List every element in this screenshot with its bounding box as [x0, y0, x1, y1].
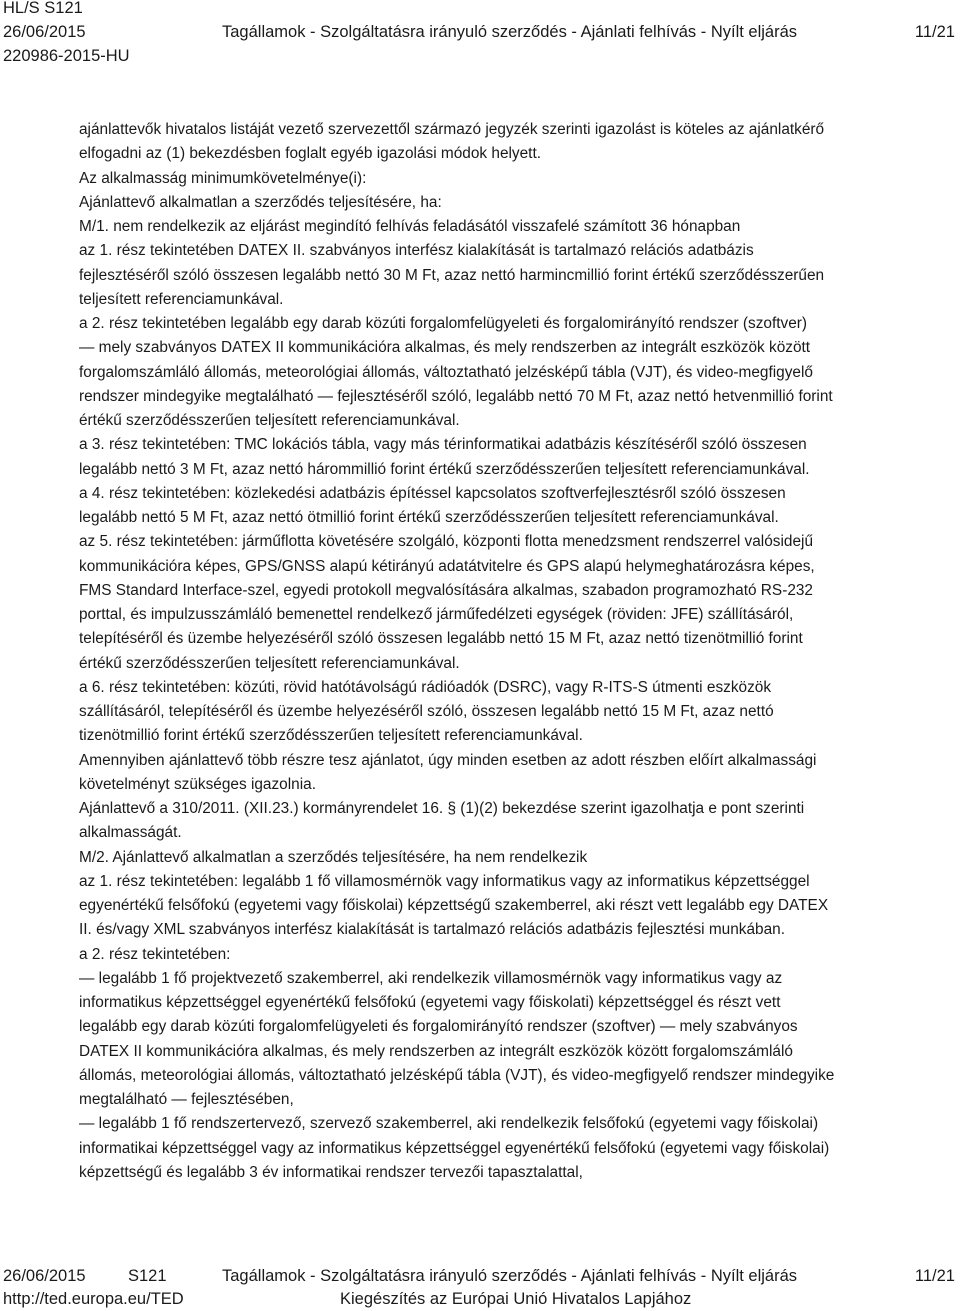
text-line: Ajánlattevő alkalmatlan a szerződés teljesítésére, ha: [79, 193, 442, 211]
text-line: teljesített referenciamunkával. [79, 290, 284, 308]
footer-title: Tagállamok - Szolgáltatásra irányuló szerződés - Ajánlati felhívás - Nyílt eljárás [222, 1267, 798, 1285]
text-line: telepítéséről és üzembe helyezéséről szóló összesen legalább nettó 15 M Ft, azaz nettó tizenötmillió forint [79, 630, 803, 648]
header-date: 26/06/2015 [3, 23, 86, 41]
text-line: M/2. Ajánlattevő alkalmatlan a szerződés teljesítésére, ha nem rendelkezik [79, 848, 588, 866]
text-line: egyenértékű felsőfokú (egyetemi vagy főiskolai) képzettségű szakemberrel, aki részt vett legalább egy DATEX [79, 897, 829, 914]
header-page-number: 11/21 [914, 23, 955, 41]
text-line: legalább nettó 5 M Ft, azaz nettó ötmillió forint értékű szerződésszerűen teljesített referenciamunkával. [79, 509, 779, 526]
text-line: megtalálható — fejlesztésében, [79, 1091, 294, 1108]
footer-supplement: Kiegészítés az Európai Unió Hivatalos Lapjához [340, 1290, 692, 1308]
text-line: FMS Standard Interface-szel, egyedi protokoll megvalósítására alkalmas, szabadon programozható RS-232 [79, 581, 813, 599]
text-line: rendszer mindegyike megtalálható — fejlesztéséről szóló, legalább nettó 70 M Ft, azaz nettó hetvenmillió forint [79, 387, 833, 405]
text-line: a 3. rész tekintetében: TMC lokációs tábla, vagy más térinformatikai adatbázis készítéséről szóló összesen [79, 436, 807, 454]
text-line: a 4. rész tekintetében: közlekedési adatbázis építéssel kapcsolatos szoftverfejlesztésről szóló összesen [79, 484, 786, 502]
text-line: értékű szerződésszerűen teljesített referenciamunkával. [79, 412, 460, 429]
text-line: informatikai képzettséggel vagy az informatikus képzettséggel egyenértékű felsőfokú (egyetemi vagy főiskolai) [79, 1139, 830, 1157]
header-title: Tagállamok - Szolgáltatásra irányuló szerződés - Ajánlati felhívás - Nyílt eljárás [222, 23, 798, 41]
text-line: M/1. nem rendelkezik az eljárást megindító felhívás feladásától visszafelé számított 36 hónapban [79, 218, 741, 235]
text-line: az 1. rész tekintetében DATEX II. szabványos interfész kialakítását is tartalmazó relációs adatbázis [79, 242, 754, 260]
header-reference-number: 220986-2015-HU [3, 47, 130, 65]
document-body [79, 118, 949, 1185]
footer-series: S121 [128, 1267, 167, 1285]
text-line: képzettségű és legalább 3 év informatikai rendszer tervezői tapasztalattal, [79, 1163, 583, 1181]
text-line: a 2. rész tekintetében: [79, 945, 231, 963]
text-line: forgalomszámláló állomás, meteorológiai állomás, változtatható jelzésképű tábla (VJT), és video-megfigyelő [79, 363, 813, 381]
text-line: az 5. rész tekintetében: járműflotta követésére szolgáló, központi flotta menedzsment rendszerrel valósidejű [79, 533, 814, 551]
text-line: alkalmasságát. [79, 824, 182, 842]
text-line: II. és/vagy XML szabványos interfész kialakítását is tartalmazó relációs adatbázis fejlesztési munkában. [79, 921, 786, 939]
text-line: fejlesztéséről szóló összesen legalább nettó 30 M Ft, azaz nettó harmincmillió forint értékű szerződésszerűen [79, 266, 825, 284]
text-line: — legalább 1 fő rendszertervező, szervező szakemberrel, aki rendelkezik felsőfokú (egyetemi vagy főiskolai) [79, 1115, 819, 1133]
text-line: szállításáról, telepítéséről és üzembe helyezéséről szóló, összesen legalább nettó 15 M Ft, azaz nettó [79, 703, 774, 720]
text-line: legalább egy darab közúti forgalomfelügyeleti és forgalomirányító rendszer (szoftver) — mely szabványos [79, 1018, 798, 1036]
text-line: állomás, meteorológiai állomás, változtatható jelzésképű tábla (VJT), és video-megfigyelő rendszer mindegyike [79, 1066, 835, 1084]
text-line: porttal, és impulzusszámláló bemenettel rendelkező járműfedélzeti egységek (röviden: JFE) szállításáról, [79, 606, 794, 623]
text-line: kommunikációra képes, GPS/GNSS alapú kétirányú adatátvitelre és GPS alapú helymeghatározásra képes, [79, 557, 815, 575]
text-line: tizenötmillió forint értékű szerződésszerűen teljesített referenciamunkával. [79, 727, 583, 745]
text-line: — mely szabványos DATEX II kommunikációra alkalmas, és mely rendszerben az integrált eszközök között [79, 339, 811, 357]
text-line: a 2. rész tekintetében legalább egy darab közúti forgalomfelügyeleti és forgalomirányító rendszer (szoftver) [79, 315, 808, 332]
text-line: követelményt szükséges igazolnia. [79, 775, 316, 793]
doc-code: HL/S S121 [3, 0, 83, 17]
text-line: az 1. rész tekintetében: legalább 1 fő villamosmérnök vagy informatikus vagy az informatikus képzettséggel [79, 872, 810, 890]
text-line: értékű szerződésszerűen teljesített referenciamunkával. [79, 654, 460, 672]
footer-page-number: 11/21 [914, 1267, 955, 1285]
text-line: DATEX II kommunikációra alkalmas, és mely rendszerben az integrált eszközök között forgalomszámláló [79, 1042, 793, 1060]
footer-url: http://ted.europa.eu/TED [3, 1290, 184, 1308]
text-line: Az alkalmasság minimumkövetelménye(i): [79, 169, 367, 187]
text-line: Ajánlattevő a 310/2011. (XII.23.) kormányrendelet 16. § (1)(2) bekezdése szerint igazolhatja e pont szerinti [79, 800, 805, 817]
footer-date: 26/06/2015 [3, 1267, 86, 1285]
text-line: informatikus képzettséggel egyenértékű felsőfokú (egyetemi vagy főiskolati) képzettséggel és részt vett [79, 994, 781, 1011]
text-line: — legalább 1 fő projektvezető szakemberrel, aki rendelkezik villamosmérnök vagy informatikus vagy az [79, 969, 783, 987]
text-line: a 6. rész tekintetében: közúti, rövid hatótávolságú rádióadók (DSRC), vagy R-ITS-S útmenti eszközök [79, 678, 772, 696]
text-line: ajánlattevők hivatalos listáját vezető szervezettől származó jegyzék szerinti igazolást is köteles az ajánlatkérő [79, 121, 825, 138]
text-line: elfogadni az (1) bekezdésben foglalt egyéb igazolási módok helyett. [79, 145, 542, 163]
text-line: Amennyiben ajánlattevő több részre tesz ajánlatot, úgy minden esetben az adott részben előírt alkalmassági [79, 751, 817, 769]
text-line: legalább nettó 3 M Ft, azaz nettó hárommillió forint értékű szerződésszerűen teljesített referenciamunkával. [79, 460, 810, 478]
